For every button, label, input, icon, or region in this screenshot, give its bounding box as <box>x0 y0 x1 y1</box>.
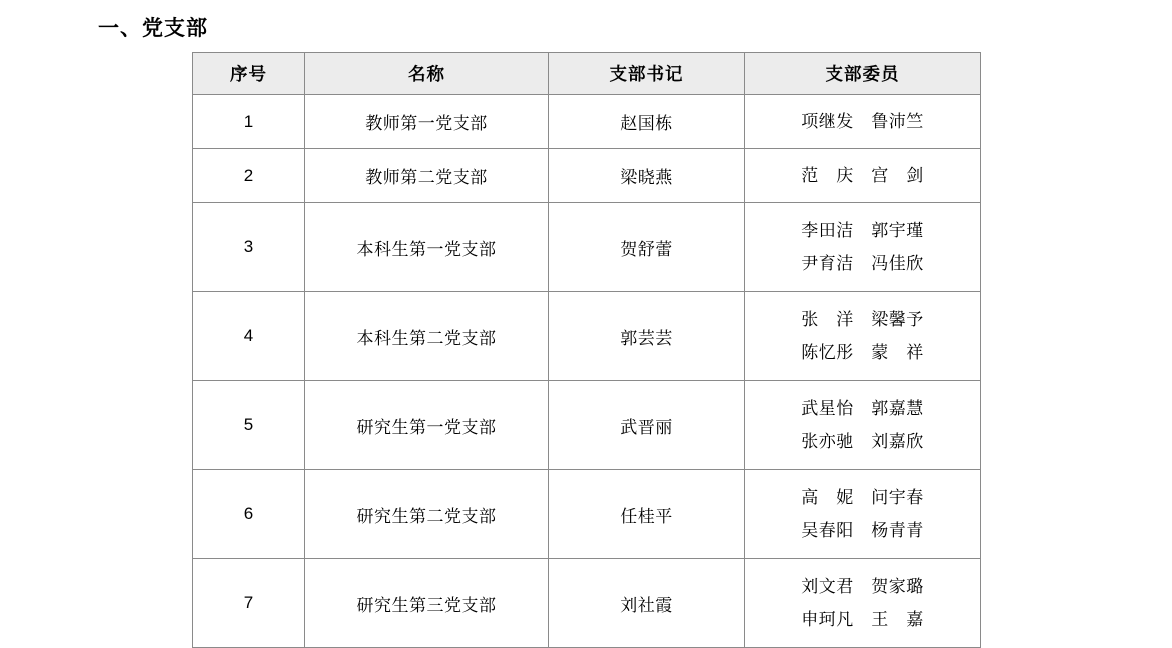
member-line: 范 庆 宫 剑 <box>801 165 924 185</box>
cell-branch-name: 教师第一党支部 <box>305 95 549 149</box>
party-branch-table-container <box>192 52 980 648</box>
member-line: 尹育洁 冯佳欣 <box>801 254 924 273</box>
table-row <box>193 292 981 381</box>
cell-members <box>745 470 981 559</box>
cell-secretary: 武晋丽 <box>549 381 745 470</box>
table-row <box>193 95 981 149</box>
member-line: 项继发 鲁沛竺 <box>801 111 924 131</box>
cell-index: 7 <box>193 559 305 648</box>
cell-branch-name: 研究生第三党支部 <box>305 559 549 648</box>
cell-index: 6 <box>193 470 305 559</box>
member-line: 陈忆彤 蒙 祥 <box>801 343 924 362</box>
column-header-secretary: 支部书记 <box>549 53 745 95</box>
table-row <box>193 470 981 559</box>
table-row <box>193 381 981 470</box>
column-header-members: 支部委员 <box>745 53 981 95</box>
cell-secretary: 任桂平 <box>549 470 745 559</box>
column-header-index: 序号 <box>193 53 305 95</box>
cell-index: 5 <box>193 381 305 470</box>
cell-secretary: 郭芸芸 <box>549 292 745 381</box>
member-line: 刘文君 贺家璐 <box>801 576 924 596</box>
cell-secretary: 梁晓燕 <box>549 149 745 203</box>
cell-branch-name: 教师第二党支部 <box>305 149 549 203</box>
cell-members <box>745 203 981 292</box>
cell-index: 2 <box>193 149 305 203</box>
cell-index: 1 <box>193 95 305 149</box>
cell-branch-name: 研究生第二党支部 <box>305 470 549 559</box>
member-line: 申珂凡 王 嘉 <box>801 610 924 629</box>
cell-branch-name: 本科生第二党支部 <box>305 292 549 381</box>
cell-secretary: 刘社霞 <box>549 559 745 648</box>
member-line: 吴春阳 杨青青 <box>801 521 924 540</box>
cell-members <box>745 559 981 648</box>
cell-branch-name: 研究生第一党支部 <box>305 381 549 470</box>
member-line: 张 洋 梁馨予 <box>801 309 924 329</box>
section-title: 一、党支部 <box>98 17 208 40</box>
member-line: 武星怡 郭嘉慧 <box>801 398 924 418</box>
table-body <box>193 95 981 648</box>
member-line: 高 妮 问宇春 <box>801 487 924 507</box>
cell-secretary: 赵国栋 <box>549 95 745 149</box>
member-line: 张亦驰 刘嘉欣 <box>801 432 924 451</box>
party-branch-table <box>192 52 981 648</box>
cell-members <box>745 95 981 149</box>
cell-members <box>745 381 981 470</box>
table-row <box>193 149 981 203</box>
cell-members <box>745 149 981 203</box>
column-header-name: 名称 <box>305 53 549 95</box>
table-header-row <box>193 53 981 95</box>
cell-index: 4 <box>193 292 305 381</box>
table-row <box>193 203 981 292</box>
cell-members <box>745 292 981 381</box>
cell-secretary: 贺舒蕾 <box>549 203 745 292</box>
cell-index: 3 <box>193 203 305 292</box>
member-line: 李田洁 郭宇瑾 <box>801 220 924 240</box>
table-row <box>193 559 981 648</box>
cell-branch-name: 本科生第一党支部 <box>305 203 549 292</box>
table-header <box>193 53 981 95</box>
